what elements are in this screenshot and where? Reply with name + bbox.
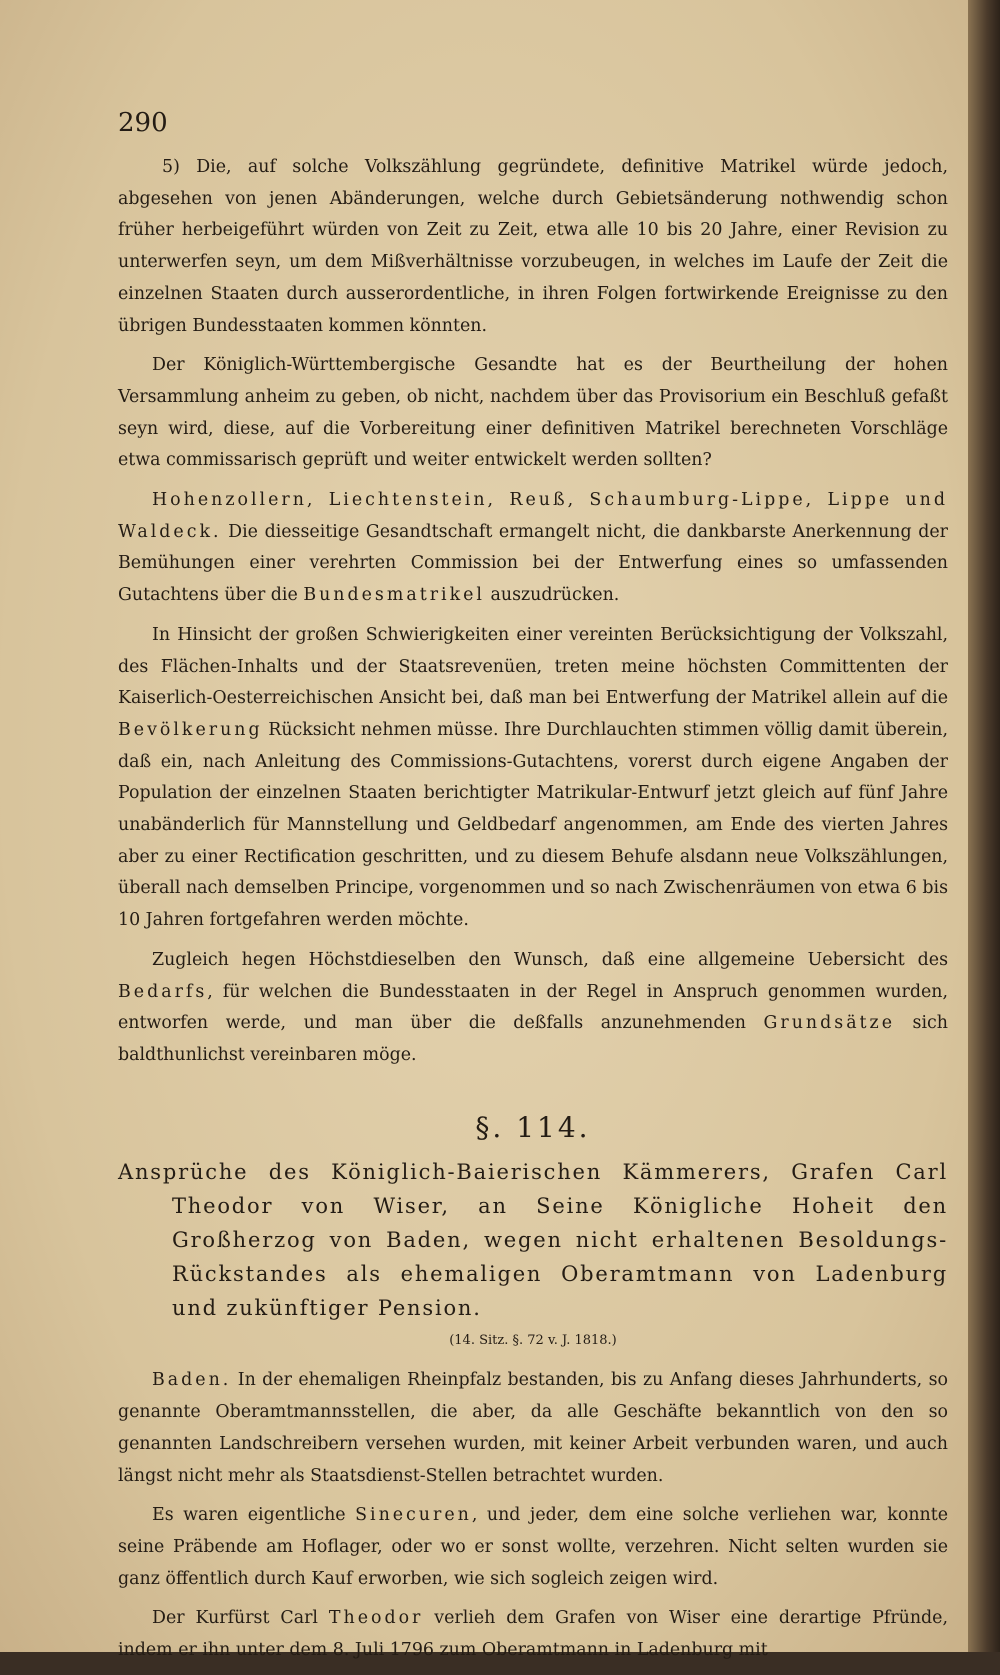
section-heading: Ansprüche des Königlich-Baierischen Kämmerers, Grafen Carl Theodor von Wiser, an Seine Königliche Hoheit den Großherzog von Baden, wegen nicht erhaltenen Besoldungs-Rückstandes als ehemaligen Oberamtmann von Ladenburg und zukünftiger Pension. <box>118 1160 948 1321</box>
spaced-term: Bundesmatrikel <box>303 585 485 606</box>
spaced-term: Theodor <box>328 1608 424 1629</box>
text-run: Es waren eigentliche <box>152 1505 356 1526</box>
text-run: , für welchen die Bundesstaaten in der Regel in Anspruch genommen wurden, entworfen werde, und man über die deßfalls anzunehmenden <box>118 981 948 1034</box>
spaced-term: Baden. <box>152 1370 232 1391</box>
text-run: auszudrücken. <box>484 585 620 606</box>
paragraph-baden <box>118 1365 948 1492</box>
paragraph-zugleich <box>118 945 948 1072</box>
text-run: sich baldthunlichst vereinbaren möge. <box>118 1013 948 1065</box>
page-number: 290 <box>118 108 168 138</box>
text-run: Die diesseitige Gesandtschaft ermangelt nicht, die dankbarste Anerkennung der Bemühungen einer verehrten Commission bei der Entwerfung eines so umfassenden Gutachtens über die <box>118 521 948 606</box>
page-edge <box>968 0 1000 1652</box>
body-text <box>118 152 948 1675</box>
section-citation: (14. Sitz. §. 72 v. J. 1818.) <box>449 1333 617 1349</box>
spaced-term: Bedarfs <box>118 981 208 1002</box>
text-run: In der ehemaligen Rheinpfalz bestanden, bis zu Anfang dieses Jahrhunderts, so genannte Oberamtmannsstellen, die aber, da alle Geschäfte bekanntlich von den so genannten Landschreibern versehen wurden, mit keiner Arbeit verbunden waren, und auch längst nicht mehr als Staatsdienst-Stellen betrachtet wurden. <box>118 1370 948 1486</box>
paragraph-hohenzollern <box>118 485 948 612</box>
spaced-term: Bevölkerung <box>118 719 263 740</box>
paragraph-hinsicht <box>118 620 948 937</box>
spaced-states: Hohenzollern, Liechtenstein, Reuß, Schaumburg-Lippe, Lippe und Waldeck. <box>118 490 948 542</box>
paragraph-wuerttemberg: Der Königlich-Württembergische Gesandte hat es der Beurtheilung der hohen Versammlung anheim zu geben, ob nicht, nachdem über das Provisorium ein Beschluß gefaßt seyn wird, diese, auf die Vorbereitung einer definitiven Matrikel berechneten Vorschläge etwa commissarisch geprüft und weiter entwickelt werden sollten? <box>118 355 948 471</box>
paragraph-kurfuerst <box>118 1603 948 1666</box>
text-run: verlieh dem Grafen von Wiser eine derartige Pfründe, indem er ihn unter dem 8. Juli 1796 zum Oberamtmann in Ladenburg mit <box>118 1608 948 1661</box>
paragraph-sinecuren <box>118 1500 948 1595</box>
text-run: Der Kurfürst Carl <box>152 1608 329 1629</box>
spaced-term: Grundsätze <box>763 1013 896 1034</box>
section-number: §. 114. <box>475 1110 591 1144</box>
paragraph-matrikel-revision: 5) Die, auf solche Volkszählung gegründete, definitive Matrikel würde jedoch, abgesehen von jenen Abänderungen, welche durch Gebietsänderung nothwendig schon früher herbeigeführt würden von Zeit zu Zeit, etwa alle 10 bis 20 Jahre, einer Revision zu unterwerfen seyn, um dem Mißverhältnisse vorzubeugen, in welches im Laufe der Zeit die einzelnen Staaten durch ausserordentliche, in ihren Folgen fortwirkende Ereignisse zu den übrigen Bundesstaaten kommen könnten. <box>118 157 948 336</box>
text-run: Rücksicht nehmen müsse. Ihre Durchlauchten stimmen völlig damit überein, daß ein, nach Anleitung des Commissions-Gutachtens, vorerst durch eigene Angaben der Population der einzelnen Staaten berichtigter Matrikular-Entwurf jetzt gleich auf fünf Jahre unabänderlich für Mannstellung und Geldbedarf angenommen, am Ende des vierten Jahres aber zu einer Rectification geschritten, und zu diesem Behufe alsdann neue Volkszählungen, überall nach demselben Principe, vorgenommen und so nach Zwischenräumen von etwa 6 bis 10 Jahren fortgefahren werden möchte. <box>118 719 948 931</box>
text-run: Zugleich hegen Höchstdieselben den Wunsch, daß eine allgemeine Uebersicht des <box>152 949 948 970</box>
text-run: In Hinsicht der großen Schwierigkeiten einer vereinten Berücksichtigung der Volkszahl, des Flächen-Inhalts und der Staatsrevenüen, treten meine höchsten Committenten der Kaiserlich-Oesterreichischen Ansicht bei, daß man bei Entwerfung der Matrikel allein auf die <box>118 624 948 709</box>
spaced-term: Sinecuren <box>355 1505 472 1526</box>
text-run: , und jeder, dem eine solche verliehen war, konnte seine Präbende am Hoflager, oder wo er sonst wollte, verzehren. Nicht selten wurden sie ganz öffentlich durch Kauf erworben, wie sich sogleich zeigen wird. <box>118 1505 948 1589</box>
